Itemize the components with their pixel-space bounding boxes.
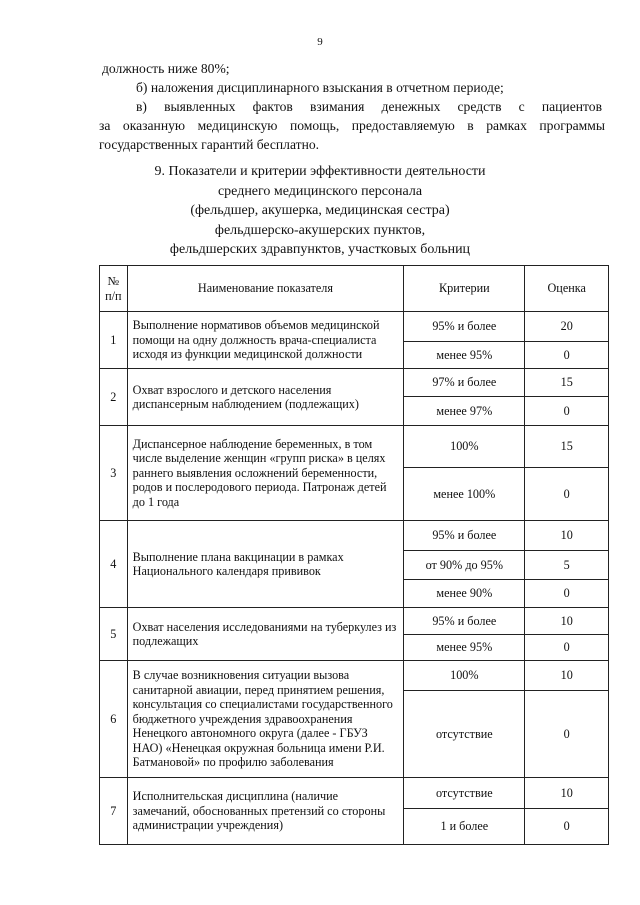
criterion-cell: 95% и более bbox=[404, 312, 525, 342]
heading-line: фельдшерско-акушерских пунктов, bbox=[214, 222, 426, 238]
criterion-cell: 100% bbox=[404, 426, 525, 468]
score-cell: 10 bbox=[525, 521, 609, 551]
table-row bbox=[100, 608, 609, 635]
table-row bbox=[100, 778, 609, 809]
score-cell: 10 bbox=[525, 778, 609, 809]
indicator-name: Выполнение плана вакцинации в рамках Национального календаря прививок bbox=[127, 521, 404, 608]
indicator-name: В случае возникновения ситуации вызова санитарной авиации, перед принятием решения, консультация со специалистами государственного бюджетного учреждения здравоохранения Ненецкого автономного округа (далее - ГБУЗ НАО) «Ненецкая окружная больница имени Р.И. Батмановой» по профилю заболевания bbox=[127, 661, 404, 778]
section-heading bbox=[0, 162, 640, 260]
row-number: 6 bbox=[100, 661, 128, 778]
header-number-abbr: п/п bbox=[105, 288, 122, 303]
score-cell: 0 bbox=[525, 635, 609, 661]
row-number: 5 bbox=[100, 608, 128, 661]
row-number: 3 bbox=[100, 426, 128, 521]
heading-line: среднего медицинского персонала bbox=[217, 183, 423, 199]
table-body bbox=[100, 312, 609, 845]
paragraph-line: за оказанную медицинскую помощь, предоставляемую в рамках программы bbox=[99, 118, 605, 133]
score-cell: 0 bbox=[525, 580, 609, 608]
heading-line: фельдшерских здравпунктов, участковых больниц bbox=[169, 242, 471, 257]
paragraph-line: государственных гарантий бесплатно. bbox=[99, 137, 320, 152]
page-number: 9 bbox=[317, 36, 323, 48]
score-cell: 15 bbox=[525, 426, 609, 468]
indicator-name: Охват взрослого и детского населения диспансерным наблюдением (подлежащих) bbox=[127, 369, 404, 426]
indicator-name: Диспансерное наблюдение беременных, в том числе выделение женщин «групп риска» в целях раннего выявления осложнений беременности, родов и послеродового периода. Патронаж детей до 1 года bbox=[127, 426, 404, 521]
criterion-cell: менее 95% bbox=[404, 635, 525, 661]
criterion-cell: менее 97% bbox=[404, 397, 525, 426]
criterion-cell: менее 100% bbox=[404, 468, 525, 521]
score-cell: 10 bbox=[525, 661, 609, 691]
criterion-cell: 95% и более bbox=[404, 521, 525, 551]
score-cell: 20 bbox=[525, 312, 609, 342]
indicator-name: Выполнение нормативов объемов медицинской помощи на одну должность врача-специалиста исходя из функции медицинской должности bbox=[127, 312, 404, 369]
header-indicator-name: Наименование показателя bbox=[127, 266, 404, 312]
row-number: 1 bbox=[100, 312, 128, 369]
header-score: Оценка bbox=[525, 266, 609, 312]
table-header-row bbox=[100, 266, 609, 312]
table-row bbox=[100, 369, 609, 397]
indicator-name: Охват населения исследованиями на туберкулез из подлежащих bbox=[127, 608, 404, 661]
criterion-cell: 1 и более bbox=[404, 809, 525, 845]
criterion-cell: менее 90% bbox=[404, 580, 525, 608]
criterion-cell: менее 95% bbox=[404, 342, 525, 369]
paragraph-line: б) наложения дисциплинарного взыскания в отчетном периоде; bbox=[136, 80, 504, 95]
paragraph-line: в) выявленных фактов взимания денежных средств с пациентов bbox=[136, 99, 602, 114]
score-cell: 0 bbox=[525, 809, 609, 845]
score-cell: 0 bbox=[525, 342, 609, 369]
table-row bbox=[100, 661, 609, 691]
header-number bbox=[100, 266, 128, 312]
score-cell: 0 bbox=[525, 397, 609, 426]
paragraph-line: должность ниже 80%; bbox=[102, 61, 230, 76]
table-row bbox=[100, 521, 609, 551]
header-number-symbol: № bbox=[107, 274, 120, 288]
criterion-cell: 97% и более bbox=[404, 369, 525, 397]
criterion-cell: отсутствие bbox=[404, 691, 525, 778]
criterion-cell: отсутствие bbox=[404, 778, 525, 809]
row-number: 7 bbox=[100, 778, 128, 845]
criterion-cell: от 90% до 95% bbox=[404, 551, 525, 580]
criteria-table bbox=[99, 265, 609, 845]
score-cell: 15 bbox=[525, 369, 609, 397]
score-cell: 10 bbox=[525, 608, 609, 635]
indicator-name: Исполнительская дисциплина (наличие замечаний, обоснованных претензий со стороны администрации учреждения) bbox=[127, 778, 404, 845]
criterion-cell: 100% bbox=[404, 661, 525, 691]
score-cell: 0 bbox=[525, 468, 609, 521]
table-row bbox=[100, 426, 609, 468]
row-number: 2 bbox=[100, 369, 128, 426]
score-cell: 0 bbox=[525, 691, 609, 778]
row-number: 4 bbox=[100, 521, 128, 608]
table-row bbox=[100, 312, 609, 342]
heading-line: 9. Показатели и критерии эффективности деятельности bbox=[154, 164, 486, 179]
score-cell: 5 bbox=[525, 551, 609, 580]
header-criteria: Критерии bbox=[404, 266, 525, 312]
criterion-cell: 95% и более bbox=[404, 608, 525, 635]
heading-line: (фельдшер, акушерка, медицинская сестра) bbox=[190, 203, 450, 218]
